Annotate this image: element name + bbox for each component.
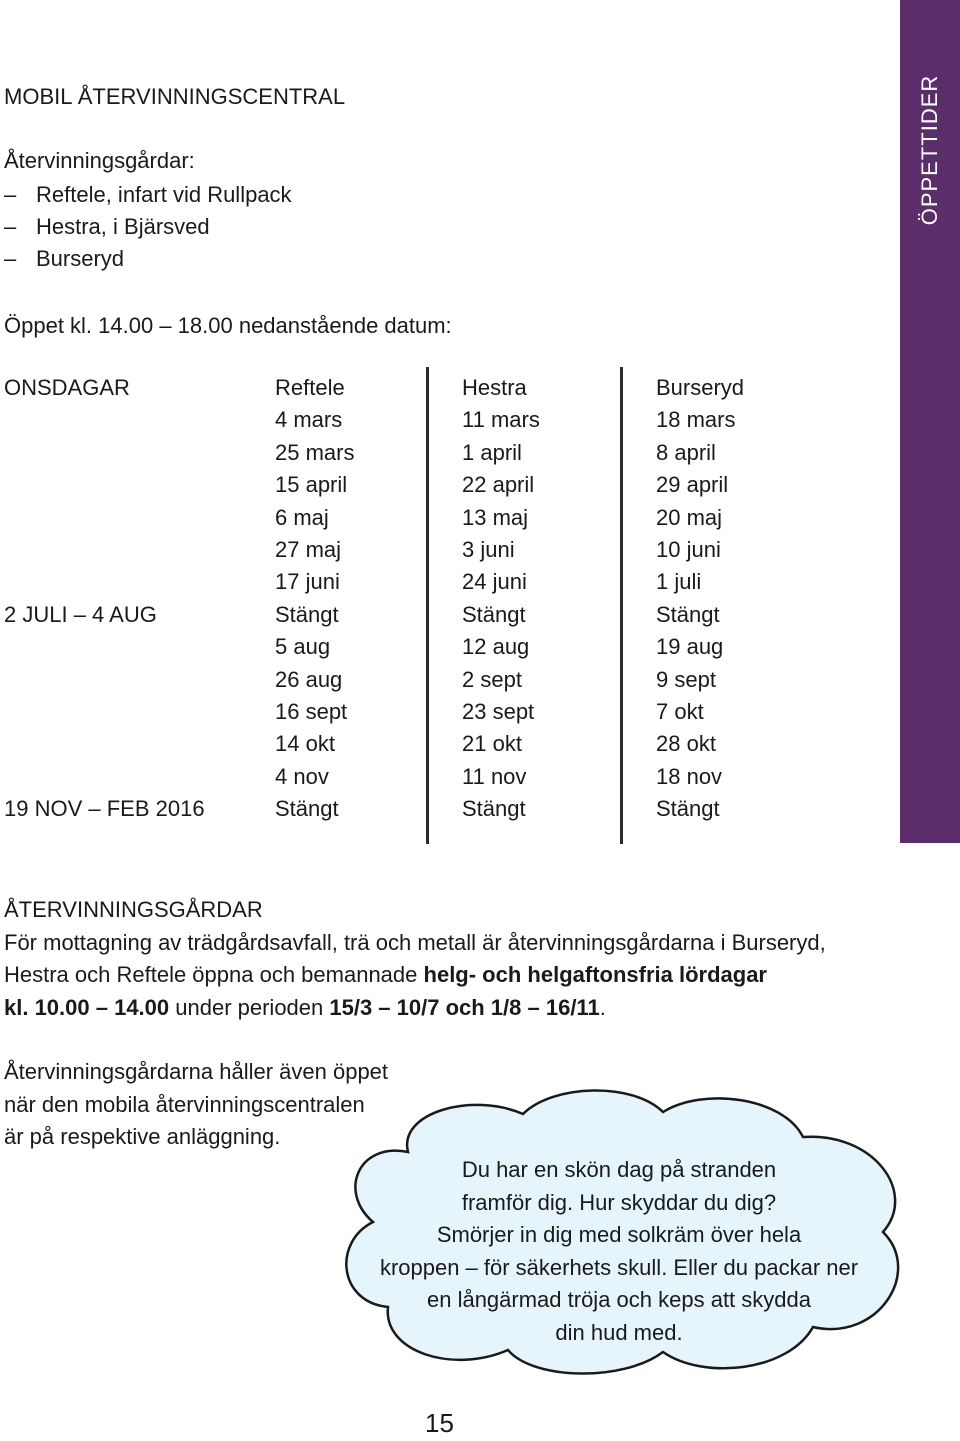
sidebar-label: ÖPPETTIDER (917, 74, 942, 226)
cell-reftele: 17 juni (275, 569, 340, 595)
list-item: – Hestra, i Bjärsved (4, 214, 210, 239)
cell-reftele: Stängt (275, 796, 339, 822)
cell-hestra: 13 maj (462, 504, 529, 530)
cell-hestra: 22 april (462, 472, 535, 498)
cell-reftele: 25 mars (275, 439, 355, 465)
cell-hestra: 21 okt (462, 731, 522, 757)
cell-reftele: 27 maj (275, 537, 342, 562)
page-title: MOBIL ÅTERVINNINGSCENTRAL (4, 84, 346, 109)
cell-burseryd: 1 juli (656, 569, 702, 595)
cell-hestra: 11 nov (462, 763, 527, 789)
row-period: 19 NOV – FEB 2016 (4, 796, 205, 822)
cell-reftele: 26 aug (275, 666, 343, 692)
cell-reftele: 4 mars (275, 407, 343, 433)
row-period: 2 JULI – 4 AUG (4, 601, 157, 627)
cell-burseryd: 18 mars (656, 407, 736, 433)
cell-hestra: 11 mars (462, 407, 540, 433)
cloud-line: Smörjer in dig med solkräm över hela (436, 1222, 802, 1247)
column-divider (426, 367, 429, 844)
open-hours: Öppet kl. 14.00 – 18.00 nedanstående datum: (4, 313, 452, 338)
cell-burseryd: 18 nov (656, 763, 723, 789)
cell-burseryd: 28 okt (656, 731, 716, 757)
cell-burseryd: 19 aug (656, 634, 724, 660)
cell-burseryd: 29 april (656, 472, 729, 498)
cell-burseryd: 9 sept (656, 666, 716, 692)
header-weekday: ONSDAGAR (4, 375, 130, 400)
cell-reftele: 16 sept (275, 699, 348, 724)
cell-burseryd: 20 maj (656, 504, 723, 530)
cell-reftele: Stängt (275, 601, 339, 627)
paragraph-line: Återvinningsgårdarna håller även öppet (4, 1059, 389, 1084)
cell-burseryd: 8 april (656, 439, 716, 465)
page-number: 15 (425, 1408, 454, 1438)
list-item: – Reftele, infart vid Rullpack (4, 182, 292, 207)
cloud-line: Du har en skön dag på stranden (461, 1157, 777, 1182)
yards-heading: Återvinningsgårdar: (4, 148, 195, 173)
cell-hestra: 1 april (462, 439, 522, 465)
cloud-line: din hud med. (555, 1319, 683, 1345)
cloud-line: en långärmad tröja och keps att skydda (426, 1287, 811, 1312)
cloud-line: kroppen – för säkerhets skull. Eller du packar ner (379, 1254, 859, 1280)
list-item: – Burseryd (4, 246, 125, 271)
section-heading: ÅTERVINNINGSGÅRDAR (4, 897, 263, 922)
cell-reftele: 6 maj (275, 504, 329, 530)
paragraph-line: Hestra och Reftele öppna och bemannade helg- och helgaftonsfria lördagar (4, 962, 767, 987)
cell-hestra: 2 sept (462, 666, 522, 692)
paragraph-line: För mottagning av trädgårdsavfall, trä och metall är återvinningsgårdarna i Burseryd, (4, 929, 826, 955)
cloud-text (333, 1154, 905, 1349)
paragraph-line: är på respektive anläggning. (4, 1124, 281, 1149)
cell-hestra: 23 sept (462, 699, 535, 724)
paragraph-line: kl. 10.00 – 14.00 under perioden 15/3 – 10/7 och 1/8 – 16/11. (4, 994, 606, 1020)
cell-reftele: 15 april (275, 472, 348, 498)
cell-hestra: 12 aug (462, 634, 530, 660)
cell-burseryd: 10 juni (656, 537, 721, 562)
cell-hestra: Stängt (462, 601, 526, 627)
cloud-line: framför dig. Hur skyddar du dig? (461, 1189, 777, 1215)
cell-reftele: 5 aug (275, 634, 331, 660)
cell-burseryd: Stängt (656, 601, 720, 627)
header-hestra: Hestra (462, 375, 527, 400)
cell-hestra: 24 juni (462, 569, 527, 595)
cell-burseryd: 7 okt (656, 699, 704, 724)
cell-hestra: Stängt (462, 796, 526, 822)
cell-reftele: 14 okt (275, 731, 335, 757)
header-burseryd: Burseryd (656, 375, 745, 400)
header-reftele: Reftele (275, 375, 345, 400)
yards-list (4, 179, 292, 275)
paragraph-line: när den mobila återvinningscentralen (4, 1091, 365, 1117)
section-recycling-yards (4, 894, 884, 1024)
cell-burseryd: Stängt (656, 796, 720, 822)
column-divider (620, 367, 623, 844)
cell-reftele: 4 nov (275, 763, 329, 789)
cell-hestra: 3 juni (462, 537, 515, 562)
